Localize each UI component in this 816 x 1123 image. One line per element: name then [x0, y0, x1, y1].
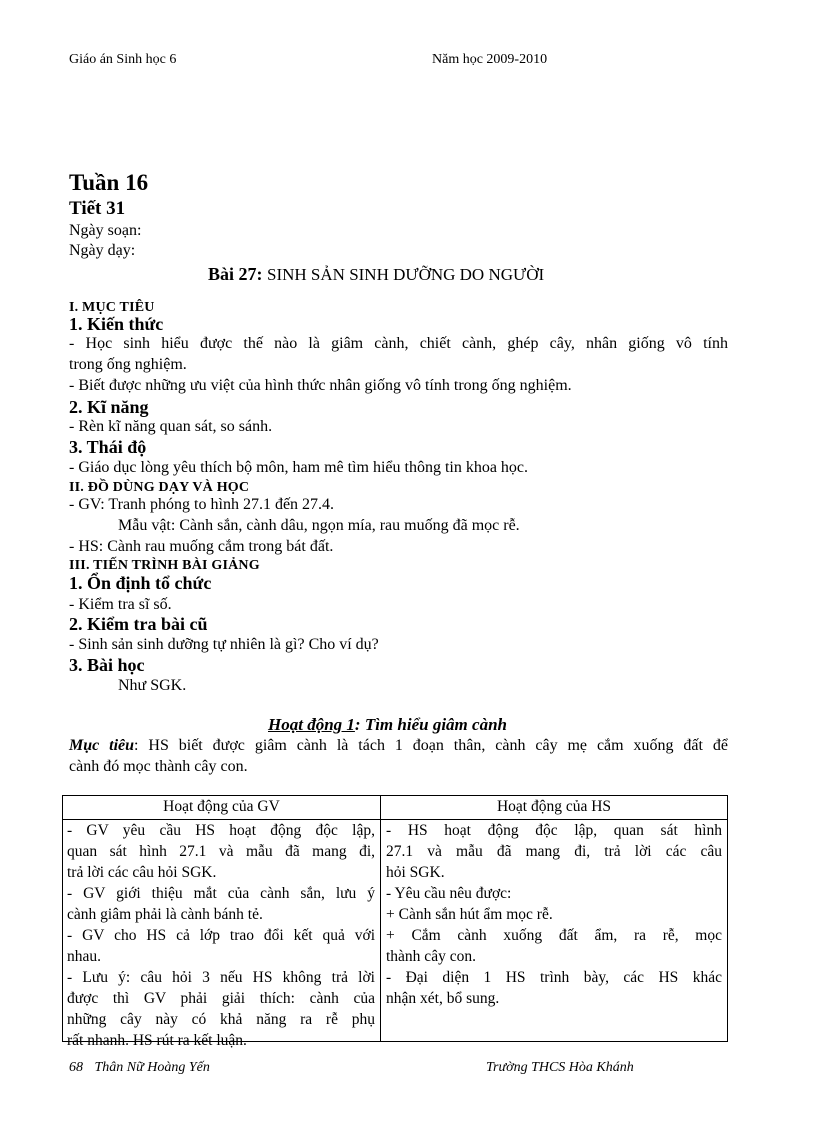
footer-left: [69, 1060, 210, 1076]
knowledge-heading: 1. Kiến thức: [69, 314, 164, 334]
section-materials-heading: II. ĐỒ DÙNG DẠY VÀ HỌC: [69, 480, 250, 495]
table-cell-gv-line: - GV yêu cầu HS hoạt động độc lập,: [67, 822, 375, 839]
table-cell-gv-line: trả lời các câu hỏi SGK.: [67, 864, 217, 881]
materials-gv-line-2: Mẫu vật: Cành sắn, cành dâu, ngọn mía, rau muống đã mọc rễ.: [118, 517, 520, 534]
table-cell-hs-line: - Đại diện 1 HS trình bày, các HS khác: [386, 969, 722, 986]
table-cell-gv-line: - Lưu ý: câu hỏi 3 nếu HS không trả lời: [67, 969, 375, 986]
header-school-year: Năm học 2009-2010: [432, 52, 548, 67]
table-cell-hs-line: thành cây con.: [386, 948, 476, 965]
table-cell-gv-line: quan sát hình 27.1 và mẫu đã mang đi,: [67, 843, 375, 860]
table-cell-hs-line: - HS hoạt động độc lập, quan sát hình: [386, 822, 722, 839]
attitude-heading: 3. Thái độ: [69, 437, 147, 457]
skills-line: - Rèn kĩ năng quan sát, so sánh.: [69, 418, 273, 435]
table-header-gv: Hoạt động của GV: [163, 798, 280, 815]
attitude-line: - Giáo dục lòng yêu thích bộ môn, ham mê tìm hiểu thông tin khoa học.: [69, 459, 529, 476]
organization-line: - Kiểm tra sĩ số.: [69, 596, 172, 613]
activity-1-goal-text: : HS biết được giâm cành là tách 1 đoạn thân, cành cây mẹ cắm xuống đất để: [134, 737, 728, 754]
table-cell-hs-line: nhận xét, bổ sung.: [386, 990, 500, 1007]
teach-date: Ngày dạy:: [69, 242, 136, 259]
footer-school: Trường THCS Hòa Khánh: [486, 1060, 634, 1075]
activity-1-label: Hoạt động 1: [268, 715, 355, 734]
table-cell-hs-line: 27.1 và mẫu đã mang đi, trả lời các câu: [386, 843, 722, 860]
materials-gv-line-1: - GV: Tranh phóng to hình 27.1 đến 27.4.: [69, 496, 335, 513]
table-cell-gv-line: - GV giới thiệu mắt của cành sắn, lưu ý: [67, 885, 375, 902]
section-objectives-heading: I. MỤC TIÊU: [69, 300, 155, 315]
lesson-line: Như SGK.: [118, 677, 187, 694]
review-line: - Sinh sản sinh dưỡng tự nhiên là gì? Cho ví dụ?: [69, 636, 379, 653]
activity-1-goal-label: Mục tiêu: [69, 737, 135, 754]
lesson-title-text: SINH SẢN SINH DƯỠNG DO NGƯỜI: [267, 265, 545, 284]
knowledge-line-1: - Học sinh hiểu được thế nào là giâm cành, chiết cành, ghép cây, nhân giống vô tính: [69, 335, 728, 352]
activity-1-goal-line-2: cành đó mọc thành cây con.: [69, 758, 248, 775]
header-subject: Giáo án Sinh học 6: [69, 52, 177, 67]
review-heading: 2. Kiểm tra bài cũ: [69, 614, 208, 634]
table-cell-hs-line: - Yêu cầu nêu được:: [386, 885, 512, 902]
table-cell-hs: [386, 820, 722, 1009]
lesson-heading: 3. Bài học: [69, 655, 145, 675]
activity-1-title-text: : Tìm hiểu giâm cành: [354, 715, 507, 734]
table-cell-gv-line: nhau.: [67, 948, 102, 965]
table-column-divider: [380, 796, 381, 1041]
knowledge-line-2: trong ống nghiệm.: [69, 356, 187, 373]
table-cell-gv: [67, 820, 375, 1051]
organization-heading: 1. Ổn định tổ chức: [69, 573, 212, 593]
section-process-heading: III. TIẾN TRÌNH BÀI GIẢNG: [69, 558, 260, 573]
activity-1-title: [268, 715, 507, 735]
lesson-title-label: Bài 27:: [208, 264, 263, 284]
table-cell-hs-line: hỏi SGK.: [386, 864, 445, 881]
footer-page-number: 68: [69, 1060, 83, 1075]
table-cell-hs-line: + Cành sắn hút ẩm mọc rễ.: [386, 906, 553, 923]
lesson-title: [208, 264, 544, 285]
table-header-hs: Hoạt động của HS: [496, 798, 612, 815]
table-cell-gv-line: - GV cho HS cả lớp trao đổi kết quả với: [67, 927, 375, 944]
table-cell-gv-line: được thì GV phải giải thích: cành của: [67, 990, 375, 1007]
period-label: Tiết 31: [69, 198, 126, 219]
table-cell-gv-line: rất nhanh. HS rút ra kết luận.: [67, 1032, 247, 1049]
prep-date: Ngày soạn:: [69, 222, 142, 239]
activity-table: [62, 795, 728, 1049]
activity-1-goal-line-1: [69, 737, 728, 755]
skills-heading: 2. Kĩ năng: [69, 397, 149, 417]
table-cell-hs-line: + Cắm cành xuống đất ẩm, ra rễ, mọc: [386, 927, 722, 944]
table-cell-gv-line: cành giâm phải là cành bánh tẻ.: [67, 906, 263, 923]
materials-hs-line: - HS: Cành rau muống cắm trong bát đất.: [69, 538, 334, 555]
knowledge-line-3: - Biết được những ưu việt của hình thức nhân giống vô tính trong ống nghiệm.: [69, 377, 572, 394]
table-cell-gv-line: những cây này có khả năng ra rễ phụ: [67, 1011, 375, 1028]
week-label: Tuần 16: [69, 170, 149, 195]
footer-author: Thân Nữ Hoàng Yến: [94, 1060, 210, 1075]
